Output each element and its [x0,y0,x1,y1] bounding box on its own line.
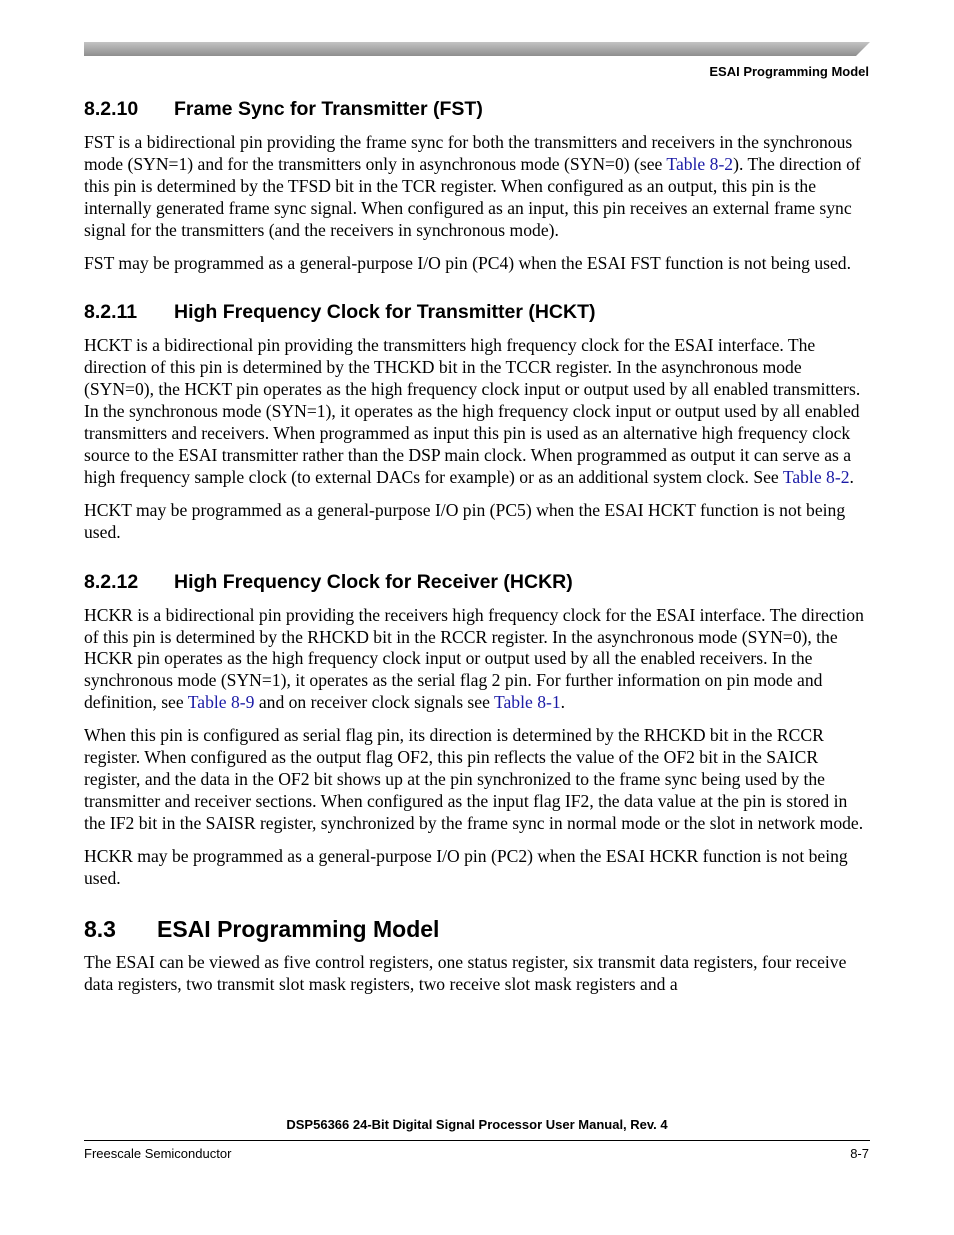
page-number: 8-7 [850,1146,869,1161]
paragraph: When this pin is configured as serial flag pin, its direction is determined by the RHCKD bit in the RCCR register. When configured as the output flag OF2, this pin reflects the value of the OF2 bit in the SAICR register, and the data in the OF2 bit shows up at the pin synchronized to the frame sync being used by the transmitter and receiver sections. When configured as the input flag IF2, the data value at the pin is stored in the IF2 bit in the SAISR register, synchronized by the frame sync in normal mode or the slot in network mode. [84,725,864,833]
page-body [84,96,870,1007]
text-run: FST is a bidirectional pin providing the frame sync for both the transmitters and receivers in the synchronous mode (SYN=1) and for the transmitters only in asynchronous mode (SYN=0) (see [84,132,853,174]
paragraph [84,605,870,715]
paragraph [84,335,870,488]
text-run: . [560,692,566,713]
paragraph [84,132,870,242]
paragraph: HCKT may be programmed as a general-purpose I/O pin (PC5) when the ESAI HCKT function is not being used. [84,499,846,542]
table-8-9-link[interactable]: Table 8-9 [187,692,255,713]
table-8-2-link[interactable]: Table 8-2 [782,466,850,487]
running-header: ESAI Programming Model [709,64,869,79]
header-bar [84,42,870,56]
text-run: ). The direction of this pin is determined by the TFSD bit in the TCR register. When configured as an output, this pin is the internally generated frame sync signal. When configured as an input, this pin receives an external frame sync signal for the transmitters (and the receivers in synchronous mode). [84,153,861,240]
section-heading-8-2-10 [84,96,870,122]
section-title: Frame Sync for Transmitter (FST) [174,98,483,120]
footer-divider [84,1140,870,1141]
footer-document-title: DSP56366 24-Bit Digital Signal Processor User Manual, Rev. 4 [286,1117,668,1132]
section-heading-8-3 [84,914,870,944]
section-number: 8.2.12 [84,570,139,593]
section-number: 8.3 [84,916,116,943]
section-number: 8.2.10 [84,98,139,120]
table-8-2-link[interactable]: Table 8-2 [666,153,734,174]
text-run: . [849,466,854,487]
section-heading-8-2-12 [84,569,870,595]
text-run: and on receiver clock signals see [254,692,494,713]
text-run: HCKT is a bidirectional pin providing the transmitters high frequency clock for the ESAI interface. The direction of this pin is determined by the THCKD bit in the TCCR register. In the asynchronous mode (SYN=0), the HCKT pin operates as the high frequency clock input or output used by all enabled transmitters. In the synchronous mode (SYN=1), it operates as the high frequency clock input or output used by all enabled transmitters and receivers. When programmed as input this pin is used as an alternative high frequency clock source to the ESAI transmitter rather than the DSP main clock. When programmed as output it can serve as a high frequency sample clock (to external DACs for example) or as an additional system clock. See [84,335,861,487]
text-run: HCKR is a bidirectional pin providing the receivers high frequency clock for the ESAI interface. The direction of this pin is determined by the RHCKD bit in the RCCR register. In the asynchronous mode (SYN=0), the HCKR pin operates as the high frequency clock input or output used by all the enabled receivers. In the synchronous mode (SYN=1), it operates as the serial flag 2 pin. For further information on pin mode and definition, see [84,604,864,713]
paragraph: FST may be programmed as a general-purpose I/O pin (PC4) when the ESAI FST function is not being used. [84,252,852,273]
section-heading-8-2-11 [84,299,870,325]
section-number: 8.2.11 [84,301,138,324]
section-title: High Frequency Clock for Transmitter (HCKT) [174,301,596,324]
paragraph: HCKR may be programmed as a general-purpose I/O pin (PC2) when the ESAI HCKR function is not being used. [84,845,848,888]
table-8-1-link[interactable]: Table 8-1 [493,692,561,713]
section-title: ESAI Programming Model [157,916,440,943]
section-title: High Frequency Clock for Receiver (HCKR) [174,570,573,593]
footer-company: Freescale Semiconductor [84,1146,232,1161]
paragraph: The ESAI can be viewed as five control registers, one status register, six transmit data registers, four receive data registers, two transmit slot mask registers, two receive slot mask registers and a [84,952,847,995]
header-bar-shape [84,42,870,56]
